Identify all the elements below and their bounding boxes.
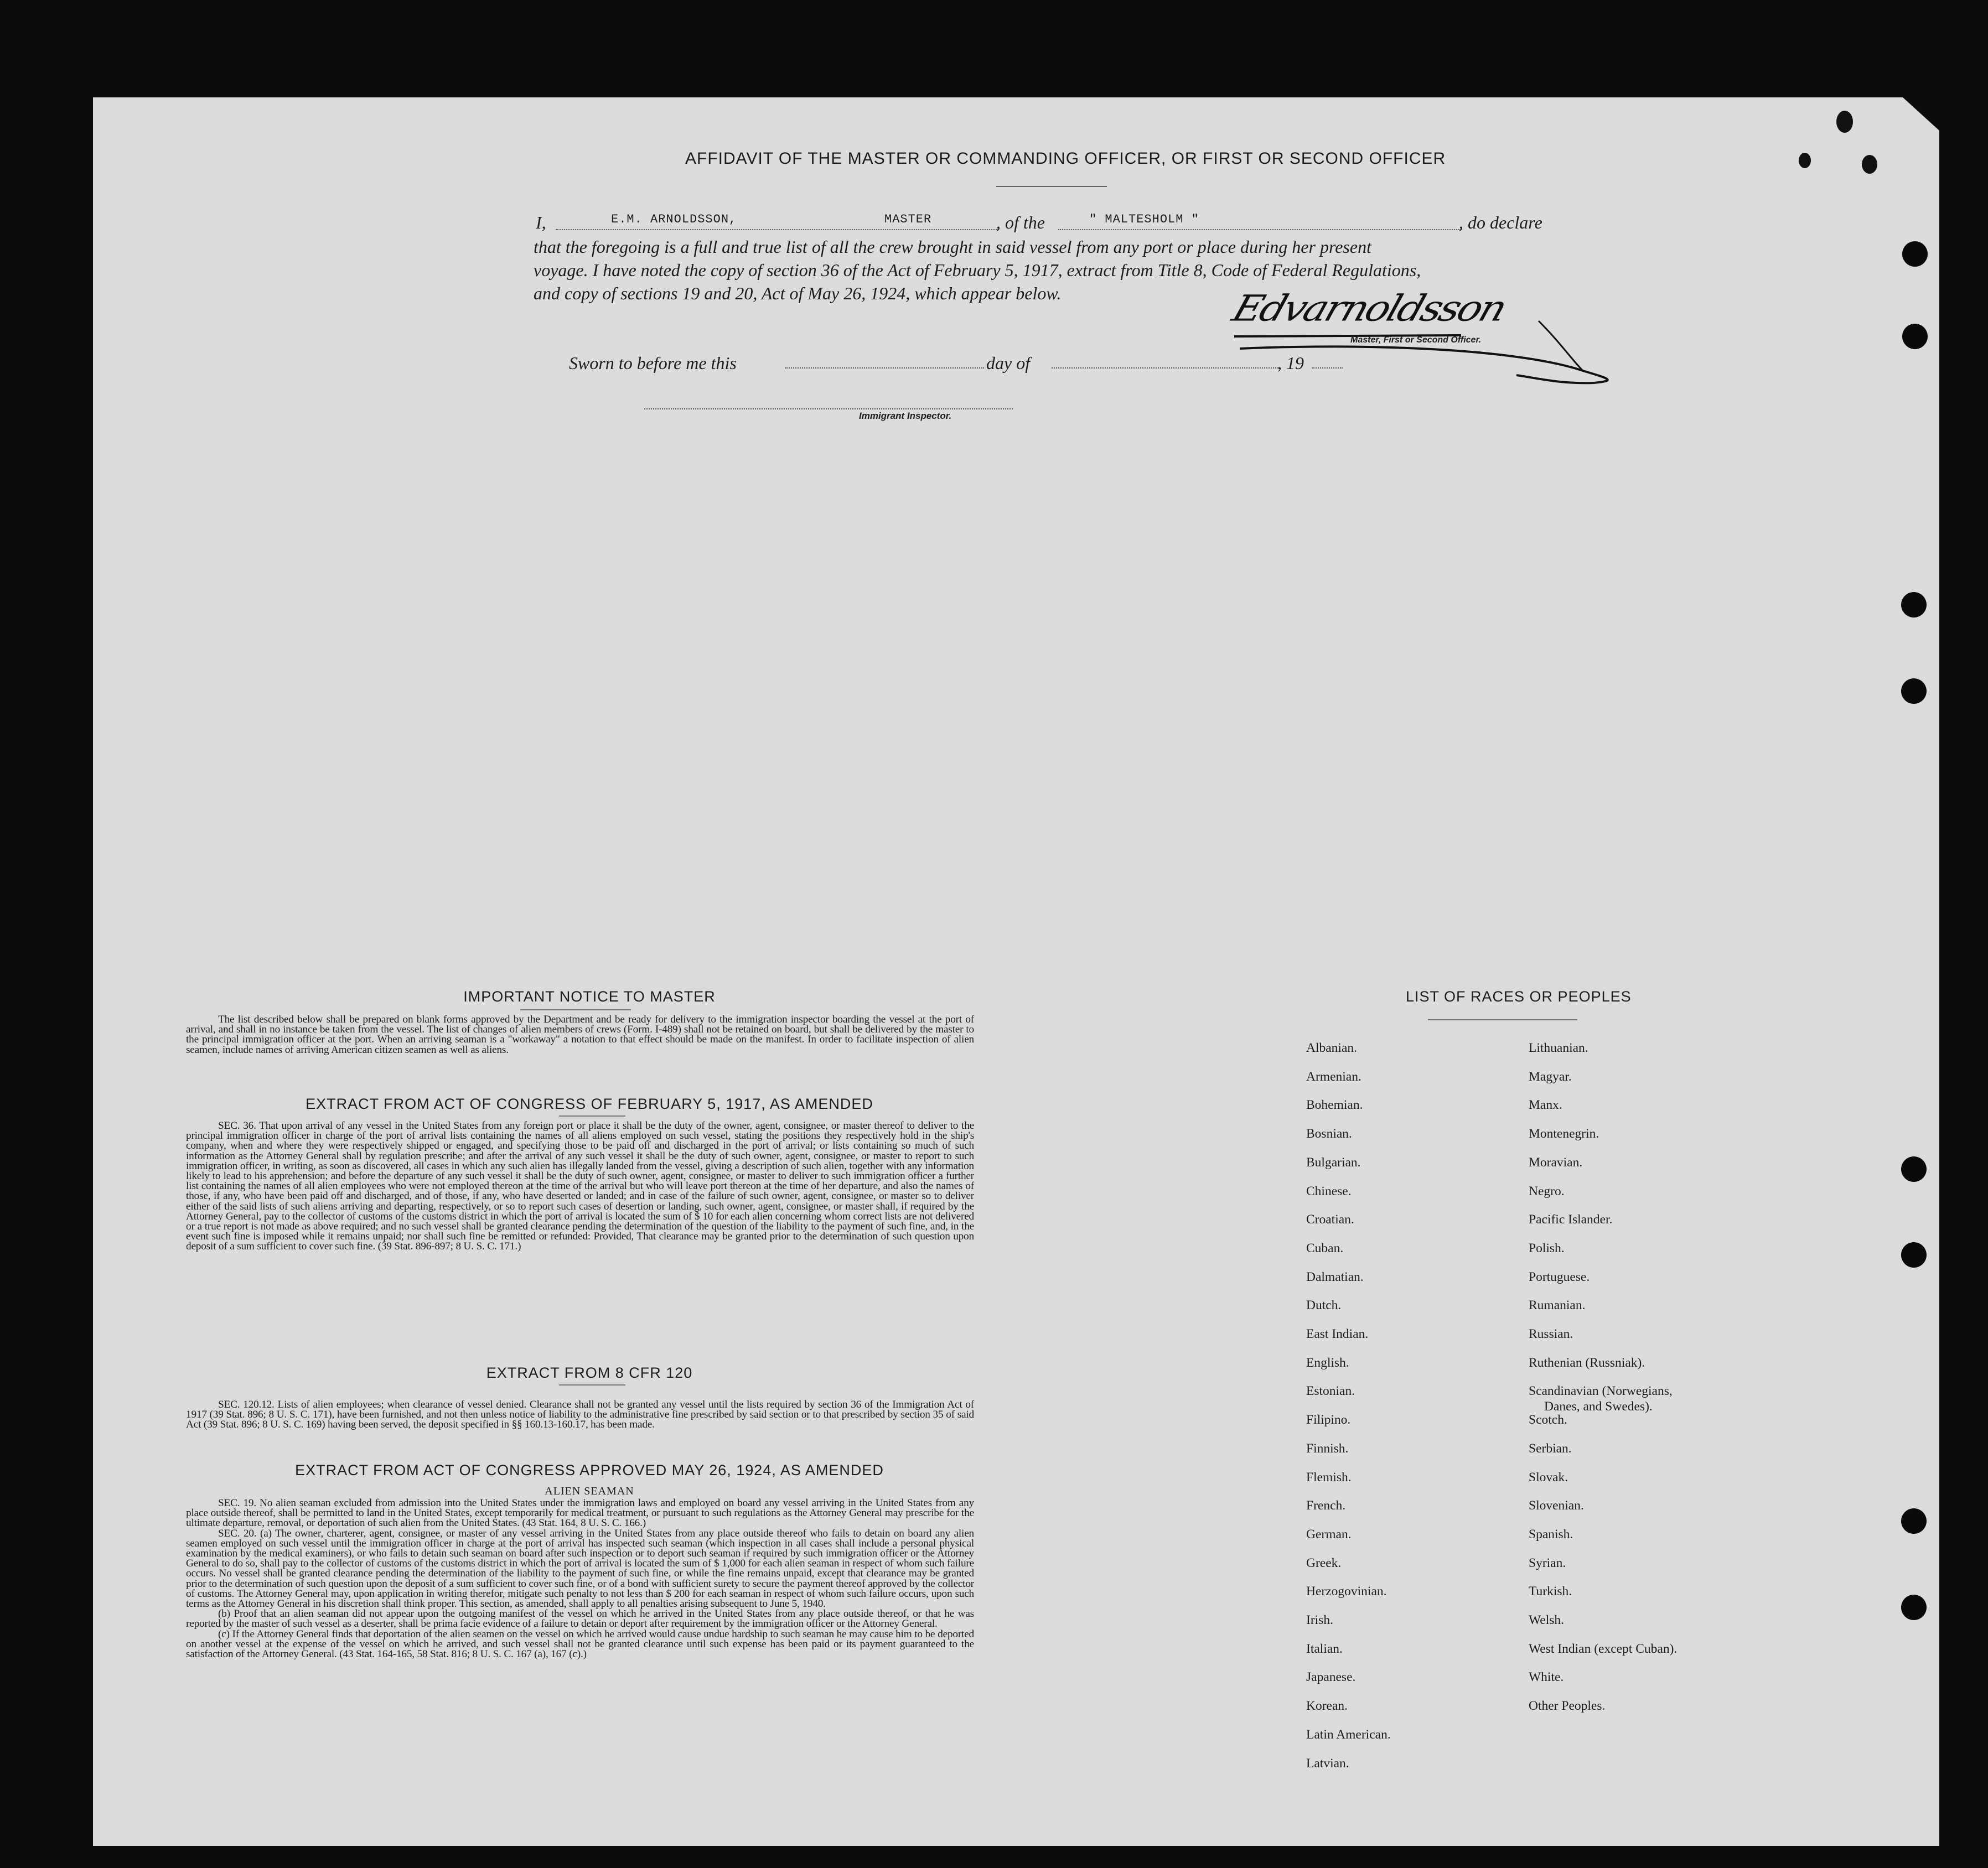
race-item: Moravian. [1529,1155,1583,1170]
year-blank [1312,367,1343,369]
punch-hole [1901,1508,1927,1534]
race-item: Bohemian. [1306,1098,1363,1113]
race-item: Montenegrin. [1529,1127,1599,1141]
race-item: Pacific Islander. [1529,1212,1613,1227]
race-item: Dalmatian. [1306,1269,1364,1284]
name-blank [556,229,998,230]
notice-title: IMPORTANT NOTICE TO MASTER [463,988,716,1005]
race-item: Cuban. [1306,1241,1344,1255]
race-item: White. [1529,1670,1564,1685]
signature-caption: Master, First or Second Officer. [1350,335,1482,345]
extract-1924-title: EXTRACT FROM ACT OF CONGRESS APPROVED MAY 26, 1924, AS AMENDED [295,1462,884,1478]
race-item: West Indian (except Cuban). [1529,1641,1678,1656]
race-item: Negro. [1529,1184,1565,1198]
race-item: Armenian. [1306,1069,1361,1084]
punch-hole [1901,1242,1927,1268]
extract-1924-text [186,1498,974,1659]
race-item: Portuguese. [1529,1269,1590,1284]
notice-text: The list described below shall be prepared on blank forms approved by the Department and be ready for delivery to the immigration inspector boarding the vessel at the port of arrival, and shall in no instance be taken from the vessel. The list of changes of alien members of crews (Form. I-489) shall not be retained on board, but shall be delivered by the master to the principal immigration officer at the port. When an arriving seaman is a "workaway" a notation to that effect should be made on the manifest. In order to facilitate inspection of alien seamen, include names of arriving American citizen seamen as well as aliens. [186,1014,974,1056]
race-item: Lithuanian. [1529,1041,1588,1055]
race-item: Spanish. [1529,1527,1573,1542]
punch-hole [1901,592,1927,618]
ink-spot [1862,155,1877,174]
extract-1917-text: SEC. 36. That upon arrival of any vessel in the United States from any foreign port or place it shall be the duty of the owner, agent, consignee, or master thereof to deliver to the principal immigration officer in charge of the port of arrival lists containing the names of all aliens employed on such vessel, stating the positions they respectively hold in the ship's company, when and where they were respectively shipped or engaged, and specifying those to be paid off and discharged in the port of arrival; or lists containing so much of such information as the Attorney General shall by regulation prescribe; and after the arrival of any such vessel it shall be the duty of such owner, agent, consignee, or master to report to such immigration officer, in writing, as soon as discovered, all cases in which any such alien has illegally landed from the vessel, giving a description of such alien, together with any information likely to lead to his apprehension; and before the departure of any such vessel it shall be the duty of such owner, agent, consignee, or master to deliver to such immigration officer a further list containing the names of all alien employees who were not employed thereon at the time of the arrival but who will leave port thereon at the time of her departure, and also the names of those, if any, who have been paid off and discharged, and of those, if any, who have deserted or landed; and in case of the failure of such owner, agent, consignee, or master so to deliver either of the said lists of such aliens arriving and departing, respectively, or so to report such cases of desertion or landing, such owner, agent, consignee, or master shall, if required by the Attorney General, pay to the collector of customs of the customs district in which the port of arrival is located the sum of $ 10 for each alien concerning whom correct lists are not delivered or a true report is not made as above required; and no such vessel shall be granted clearance pending the determination of the question of the liability to the payment of such fine, and, in the event such fine is imposed while it remains unpaid; nor shall such fine be remitted or refunded: Provided, That clearance may be granted prior to the determination of such question upon deposit of a sum sufficient to cover such fine. (39 Stat. 896-897; 8 U. S. C. 171.) [186,1120,974,1253]
ink-spot [1836,111,1853,133]
day-of-label: day of [986,353,1031,373]
race-item: Latin American. [1306,1727,1391,1742]
cfr-text: SEC. 120.12. Lists of alien employees; when clearance of vessel denied. Clearance shall not be granted any vessel until the lists required by section 36 of the Immigration Act of 1917 (39 Stat. 896; 8 U. S. C. 171), have been furnished, and not then unless notice of liability to the administrative fine prescribed by said section or to that prescribed by section 35 of said Act (39 Stat. 896; 8 U. S. C. 169) having been served, the deposit specified in §§ 160.13-160.17, has been made. [186,1399,974,1431]
race-item: German. [1306,1527,1352,1542]
race-item: English. [1306,1355,1349,1370]
affidavit-line-2: that the foregoing is a full and true list of all the crew brought in said vessel from any port or place during her present [534,237,1371,257]
race-item: French. [1306,1498,1346,1513]
race-item: Slovak. [1529,1470,1568,1485]
race-item: Albanian. [1306,1041,1358,1055]
day-blank [785,367,984,369]
of-the-label: , of the [996,212,1045,232]
race-item: Korean. [1306,1699,1348,1714]
punch-hole [1901,678,1927,704]
race-item: Serbian. [1529,1441,1572,1456]
cfr-rule [559,1384,625,1386]
race-item: Estonian. [1306,1384,1355,1399]
affidavit-line-3: voyage. I have noted the copy of section 36 of the Act of February 5, 1917, extract from Title 8, Code of Federal Regulations, [534,260,1421,280]
race-item: Italian. [1306,1641,1343,1656]
races-title: LIST OF RACES OR PEOPLES [1406,988,1632,1005]
sworn-label: Sworn to before me this [569,353,737,373]
punch-hole [1902,241,1928,267]
sec-19-text: SEC. 19. No alien seaman excluded from admission into the United States under the immigration laws and employed on board any vessel arriving in the United States from any place outside thereof, shall be permitted to land in the United States, except temporarily for medical treatment, or pursuant to such regulations as the Attorney General may prescribe for the ultimate departure, removal, or deportation of such alien from the United States. (43 Stat. 164, 8 U. S. C. 166.) [186,1497,974,1529]
vessel-blank [1058,229,1461,230]
officer-name: E.M. ARNOLDSSON, [611,212,737,226]
race-item: Other Peoples. [1529,1699,1606,1714]
race-item: Greek. [1306,1555,1342,1570]
affidavit-prefix: I, [536,212,546,232]
alien-seaman-subhead: ALIEN SEAMAN [545,1485,634,1497]
month-blank [1052,367,1278,369]
race-item: Latvian. [1306,1756,1349,1771]
inspector-caption: Immigrant Inspector. [859,411,952,421]
affidavit-line-4: and copy of sections 19 and 20, Act of May 26, 1924, which appear below. [534,283,1062,303]
race-item: Welsh. [1529,1613,1565,1627]
races-rule [1428,1019,1577,1020]
race-item: Irish. [1306,1613,1333,1627]
punch-hole [1901,1595,1927,1620]
race-item: Dutch. [1306,1298,1342,1313]
punch-hole [1902,324,1928,349]
cfr-title: EXTRACT FROM 8 CFR 120 [486,1364,693,1381]
signature-flourish [1229,310,1627,387]
sec-20b-text: (b) Proof that an alien seaman did not appear upon the outgoing manifest of the vessel on which he arrived in the United States from any place outside thereof, or that he was reported by the master of such vessel as a deserter, shall be prima facie evidence of a failure to detain or deport after requirement by the immigration officer or the Attorney General. [186,1608,974,1630]
inspector-signature-line [644,408,1013,409]
race-item: Syrian. [1529,1555,1566,1570]
race-item: Polish. [1529,1241,1565,1255]
race-item: Japanese. [1306,1670,1356,1685]
race-item: Manx. [1529,1098,1562,1113]
race-item: Turkish. [1529,1584,1572,1599]
race-item: Herzogovinian. [1306,1584,1387,1599]
sec-20c-text: (c) If the Attorney General finds that deportation of the alien seamen on the vessel on which he arrived would cause undue hardship to such seaman he may cause him to be deported on another vessel at the expense of the vessel on which he arrived, and such vessel shall not be granted clearance until such expense has been paid or its payment guaranteed to the satisfaction of the Attorney General. (43 Stat. 164-165, 58 Stat. 816; 8 U. S. C. 167 (a), 167 (c).) [186,1628,974,1661]
do-declare-label: , do declare [1459,212,1542,232]
race-item: Filipino. [1306,1413,1351,1428]
race-item: Croatian. [1306,1212,1354,1227]
title-rule [996,186,1107,187]
race-item: Slovenian. [1529,1498,1584,1513]
year-label: , 19 [1277,353,1304,373]
race-item: Scotch. [1529,1413,1567,1428]
punch-hole [1901,1156,1927,1182]
race-item: Magyar. [1529,1069,1572,1084]
notice-rule [520,1009,631,1010]
race-item: Chinese. [1306,1184,1352,1198]
race-item: Rumanian. [1529,1298,1586,1313]
ink-spot [1799,153,1811,168]
officer-title: MASTER [884,212,932,226]
race-item: Ruthenian (Russniak). [1529,1355,1645,1370]
race-item: Danes, and Swedes). [1544,1399,1653,1414]
extract-1917-title: EXTRACT FROM ACT OF CONGRESS OF FEBRUARY 5, 1917, AS AMENDED [306,1096,873,1112]
race-item: Bosnian. [1306,1127,1352,1141]
vessel-name: " MALTESHOLM " [1089,212,1199,226]
affidavit-title: AFFIDAVIT OF THE MASTER OR COMMANDING OFFICER, OR FIRST OR SECOND OFFICER [685,149,1446,168]
race-item: Scandinavian (Norwegians, [1529,1384,1673,1399]
extract-1917-rule [559,1115,625,1117]
race-item: Finnish. [1306,1441,1349,1456]
race-item: East Indian. [1306,1327,1369,1341]
sec-20a-text: SEC. 20. (a) The owner, charterer, agent, consignee, or master of any vessel arriving in the United States from any place outside thereof who fails to detain on board any alien seamen employed on such vessel until the immigration officer in charge at the port of arrival has inspected such seaman (which inspection in all cases shall include a personal physical examination by the medical examiners), or who fails to detain such seaman on board after such inspection or to deport such seaman if required by such immigration officer or the Attorney General to do so, shall pay to the collector of customs of the customs district in which the port of arrival is located the sum of $ 1,000 for each alien seaman in respect of whom such failure occurs. No vessel shall be granted clearance pending the determination of the liability to the payment of such fine, or while the fine remains unpaid, except that clearance may be granted prior to the determination of such question upon the deposit of a sum sufficient to cover such fine, or of a bond with sufficient surety to secure the payment thereof approved by the collector of customs. The Attorney General may, upon application in writing therefor, mitigate such penalty to not less than $ 200 for each seaman in respect of whom such failure occurs, upon such terms as the Attorney General in his discretion shall think proper. This section, as amended, shall apply to all penalties arising subsequent to June 5, 1940. [186,1527,974,1610]
race-item: Russian. [1529,1327,1573,1341]
race-item: Flemish. [1306,1470,1352,1485]
race-item: Bulgarian. [1306,1155,1361,1170]
master-signature: Edvarnoldsson [1227,287,1511,329]
